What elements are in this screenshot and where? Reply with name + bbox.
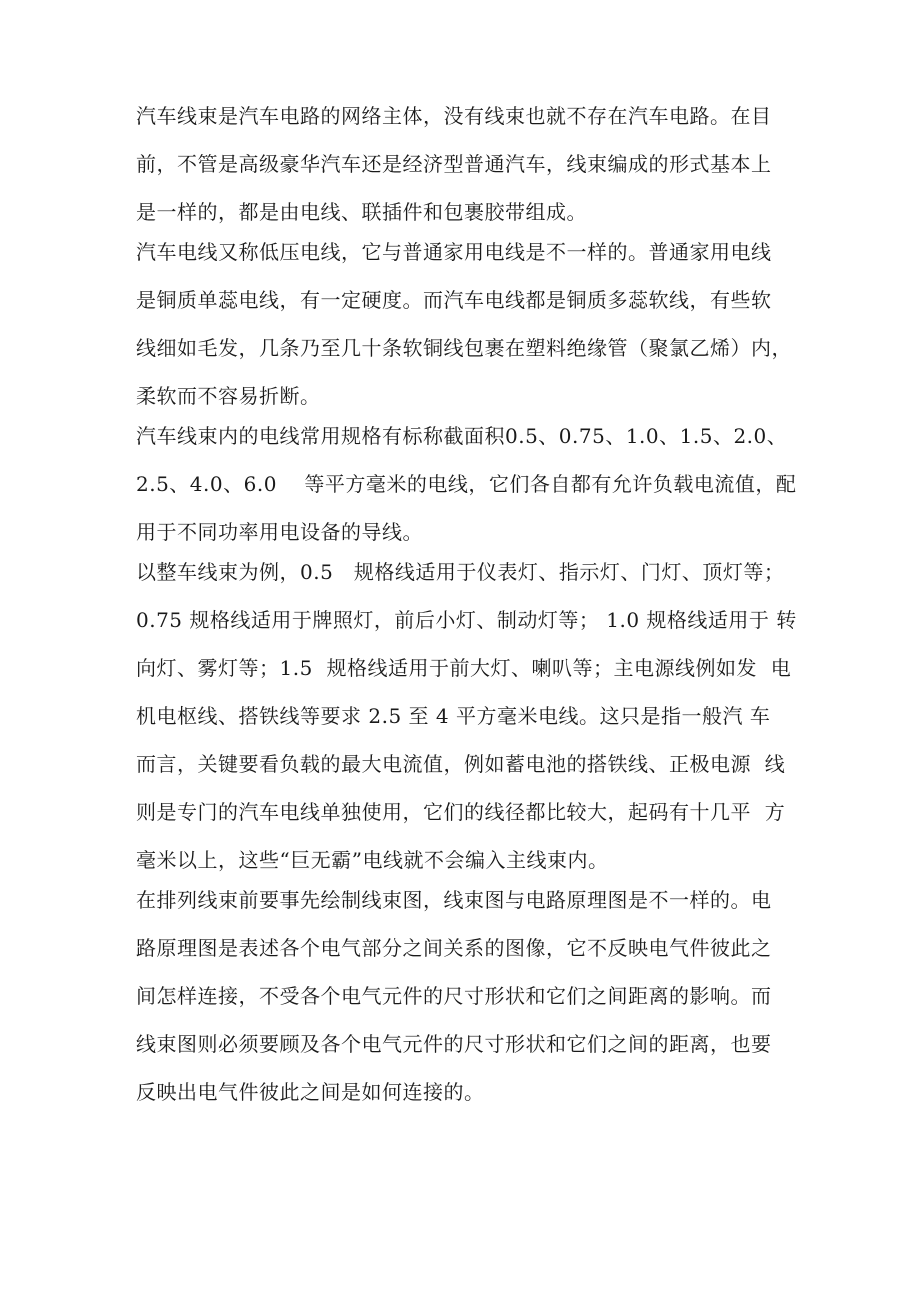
text-line: 汽车线束是汽车电路的网络主体，没有线束也就不存在汽车电路。在目 — [136, 104, 772, 128]
paragraph-2 — [136, 240, 796, 408]
text-line: 0.75 规格线适用于牌照灯，前后小灯、制动灯等； 1.0 规格线适用于 转 — [136, 608, 797, 632]
document-body — [136, 104, 796, 1128]
text-line: 汽车电线又称低压电线，它与普通家用电线是不一样的。普通家用电线 — [136, 240, 772, 264]
text-line: 而言，关键要看负载的最大电流值，例如蓄电池的搭铁线、正极电源 线 — [136, 752, 786, 776]
text-line: 在排列线束前要事先绘制线束图，线束图与电路原理图是不一样的。电 — [136, 888, 772, 912]
text-line: 毫米以上，这些“巨无霸”电线就不会编入主线束内。 — [136, 848, 609, 872]
paragraph-1 — [136, 104, 796, 224]
text-line: 是铜质单蕊电线，有一定硬度。而汽车电线都是铜质多蕊软线，有些软 — [136, 288, 772, 312]
text-line: 是一样的，都是由电线、联插件和包裹胶带组成。 — [136, 200, 587, 224]
text-line: 向灯、雾灯等；1.5 规格线适用于前大灯、喇叭等；主电源线例如发 电 — [136, 656, 792, 680]
text-line: 前，不管是高级豪华汽车还是经济型普通汽车，线束编成的形式基本上 — [136, 152, 772, 176]
text-line: 则是专门的汽车电线单独使用，它们的线径都比较大，起码有十几平 方 — [136, 800, 786, 824]
text-line: 用于不同功率用电设备的导线。 — [136, 520, 423, 544]
text-line: 汽车线束内的电线常用规格有标称截面积0.5、0.75、1.0、1.5、2.0、 — [136, 424, 788, 448]
paragraph-4 — [136, 560, 796, 872]
text-line: 2.5、4.0、6.0 等平方毫米的电线，它们各自都有允许负载电流值，配 — [136, 472, 797, 496]
text-line: 以整车线束为例，0.5 规格线适用于仪表灯、指示灯、门灯、顶灯等； — [136, 560, 785, 584]
text-line: 线细如毛发，几条乃至几十条软铜线包裹在塑料绝缘管（聚氯乙烯）内， — [136, 336, 792, 360]
text-line: 机电枢线、搭铁线等要求 2.5 至 4 平方毫米电线。这只是指一般汽 车 — [136, 704, 771, 728]
text-line: 线束图则必须要顾及各个电气元件的尺寸形状和它们之间的距离，也要 — [136, 1032, 772, 1056]
paragraph-5 — [136, 888, 796, 1104]
text-line: 柔软而不容易折断。 — [136, 384, 321, 408]
text-line: 反映出电气件彼此之间是如何连接的。 — [136, 1080, 485, 1104]
paragraph-3 — [136, 424, 796, 544]
text-line: 路原理图是表述各个电气部分之间关系的图像，它不反映电气件彼此之 — [136, 936, 772, 960]
text-line: 间怎样连接，不受各个电气元件的尺寸形状和它们之间距离的影响。而 — [136, 984, 772, 1008]
